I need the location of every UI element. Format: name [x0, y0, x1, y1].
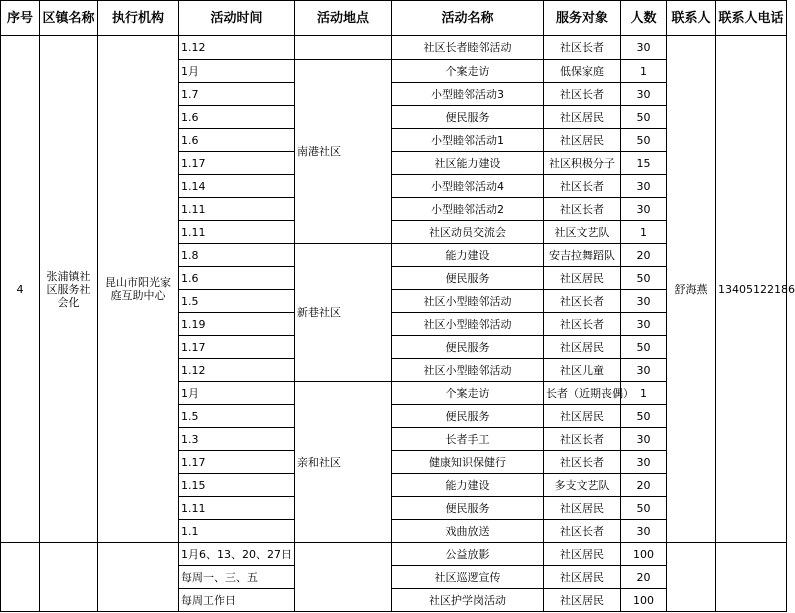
- row-target: 社区居民: [544, 405, 621, 428]
- row-target: 社区居民: [544, 336, 621, 359]
- next-group-contact: [667, 543, 716, 612]
- row-count: 30: [621, 313, 667, 336]
- row-target: 社区长者: [544, 290, 621, 313]
- row-time: 1.19: [179, 313, 295, 336]
- row-time: 1.12: [179, 359, 295, 382]
- group-phone: 13405122186: [716, 36, 787, 543]
- row-activity: 社区小型睦邻活动: [392, 313, 544, 336]
- row-count: 50: [621, 129, 667, 152]
- row-location: [295, 36, 392, 60]
- row-activity: 个案走访: [392, 60, 544, 83]
- next-group-phone: [716, 543, 787, 612]
- row-count: 20: [621, 244, 667, 267]
- header-district: 区镇名称: [40, 1, 98, 36]
- row-time: 1.3: [179, 428, 295, 451]
- location-xingang: 新巷社区: [295, 244, 392, 382]
- row-count: 100: [621, 543, 667, 566]
- group-index: 4: [1, 36, 40, 543]
- header-phone: 联系人电话: [716, 1, 787, 36]
- row-count: 50: [621, 267, 667, 290]
- row-time: 1月: [179, 382, 295, 405]
- header-time: 活动时间: [179, 1, 295, 36]
- table-row: [1, 543, 787, 566]
- next-group-district: [40, 543, 98, 612]
- row-activity: 便民服务: [392, 267, 544, 290]
- table-row: [1, 36, 787, 60]
- row-count: 30: [621, 36, 667, 60]
- row-count: 20: [621, 566, 667, 589]
- row-activity: 能力建设: [392, 244, 544, 267]
- row-activity: 长者手工: [392, 428, 544, 451]
- row-target: 社区居民: [544, 497, 621, 520]
- row-activity: 社区小型睦邻活动: [392, 290, 544, 313]
- header-agency: 执行机构: [98, 1, 179, 36]
- row-time: 1.5: [179, 290, 295, 313]
- row-time: 1月6、13、20、27日: [179, 543, 295, 566]
- row-time: 1.17: [179, 152, 295, 175]
- row-activity: 小型睦邻活动4: [392, 175, 544, 198]
- header-activity: 活动名称: [392, 1, 544, 36]
- row-target: 社区儿童: [544, 359, 621, 382]
- row-time: 1.1: [179, 520, 295, 543]
- row-activity: 社区护学岗活动: [392, 589, 544, 612]
- header-location: 活动地点: [295, 1, 392, 36]
- row-activity: 小型睦邻活动3: [392, 83, 544, 106]
- header-target: 服务对象: [544, 1, 621, 36]
- row-time: 1.15: [179, 474, 295, 497]
- row-target: 长者（近期丧偶）: [544, 382, 621, 405]
- row-time: 1.11: [179, 198, 295, 221]
- row-time: 1.6: [179, 267, 295, 290]
- next-group-index: [1, 543, 40, 612]
- row-time: 每周工作日: [179, 589, 295, 612]
- header-contact: 联系人: [667, 1, 716, 36]
- row-time: 1.7: [179, 83, 295, 106]
- header-row: [1, 1, 787, 36]
- row-activity: 小型睦邻活动1: [392, 129, 544, 152]
- row-count: 30: [621, 359, 667, 382]
- row-count: 30: [621, 198, 667, 221]
- row-target: 低保家庭: [544, 60, 621, 83]
- row-time: 1.5: [179, 405, 295, 428]
- row-activity: 便民服务: [392, 497, 544, 520]
- row-count: 50: [621, 405, 667, 428]
- row-count: 30: [621, 175, 667, 198]
- header-index: 序号: [1, 1, 40, 36]
- row-time: 1.11: [179, 221, 295, 244]
- row-activity: 社区长者睦邻活动: [392, 36, 544, 60]
- row-time: 1.6: [179, 129, 295, 152]
- row-target: 社区居民: [544, 543, 621, 566]
- row-activity: 社区小型睦邻活动: [392, 359, 544, 382]
- row-time: 1.17: [179, 451, 295, 474]
- row-activity: 社区动员交流会: [392, 221, 544, 244]
- row-activity: 能力建设: [392, 474, 544, 497]
- row-time: 1.8: [179, 244, 295, 267]
- row-count: 30: [621, 290, 667, 313]
- group-contact: 舒海燕: [667, 36, 716, 543]
- row-count: 50: [621, 106, 667, 129]
- row-count: 1: [621, 221, 667, 244]
- row-target: 社区居民: [544, 267, 621, 290]
- row-activity: 戏曲放送: [392, 520, 544, 543]
- row-target: 安吉拉舞蹈队: [544, 244, 621, 267]
- row-time: 1.11: [179, 497, 295, 520]
- row-target: 社区积极分子: [544, 152, 621, 175]
- row-target: 社区长者: [544, 520, 621, 543]
- row-count: 50: [621, 497, 667, 520]
- row-activity: 便民服务: [392, 405, 544, 428]
- row-activity: 健康知识保健行: [392, 451, 544, 474]
- group-district: 张浦镇社区服务社会化: [40, 36, 98, 543]
- row-activity: 小型睦邻活动2: [392, 198, 544, 221]
- row-target: 社区长者: [544, 313, 621, 336]
- row-target: 社区长者: [544, 198, 621, 221]
- row-count: 50: [621, 336, 667, 359]
- location-qinhe: 亲和社区: [295, 382, 392, 543]
- row-time: 1.17: [179, 336, 295, 359]
- row-target: 社区长者: [544, 83, 621, 106]
- row-time: 每周一、三、五: [179, 566, 295, 589]
- row-target: 社区居民: [544, 589, 621, 612]
- row-count: 15: [621, 152, 667, 175]
- row-time: 1.12: [179, 36, 295, 60]
- row-target: 社区长者: [544, 175, 621, 198]
- row-count: 30: [621, 83, 667, 106]
- row-time: 1.14: [179, 175, 295, 198]
- row-count: 100: [621, 589, 667, 612]
- row-activity: 个案走访: [392, 382, 544, 405]
- row-time: 1.6: [179, 106, 295, 129]
- row-activity: 社区能力建设: [392, 152, 544, 175]
- header-count: 人数: [621, 1, 667, 36]
- row-target: 社区长者: [544, 36, 621, 60]
- row-target: 多支文艺队: [544, 474, 621, 497]
- group-agency: 昆山市阳光家庭互助中心: [98, 36, 179, 543]
- row-activity: 便民服务: [392, 106, 544, 129]
- row-count: 1: [621, 60, 667, 83]
- row-count: 30: [621, 451, 667, 474]
- row-target: 社区居民: [544, 106, 621, 129]
- row-count: 30: [621, 520, 667, 543]
- row-target: 社区居民: [544, 129, 621, 152]
- row-target: 社区文艺队: [544, 221, 621, 244]
- next-group-location: [295, 543, 392, 612]
- row-count: 20: [621, 474, 667, 497]
- row-activity: 便民服务: [392, 336, 544, 359]
- row-activity: 公益放影: [392, 543, 544, 566]
- next-group-agency: [98, 543, 179, 612]
- row-time: 1月: [179, 60, 295, 83]
- row-count: 30: [621, 428, 667, 451]
- row-target: 社区长者: [544, 428, 621, 451]
- row-target: 社区居民: [544, 566, 621, 589]
- row-activity: 社区巡逻宣传: [392, 566, 544, 589]
- row-target: 社区长者: [544, 451, 621, 474]
- row-count: 1: [621, 382, 667, 405]
- location-nangang: 南港社区: [295, 60, 392, 244]
